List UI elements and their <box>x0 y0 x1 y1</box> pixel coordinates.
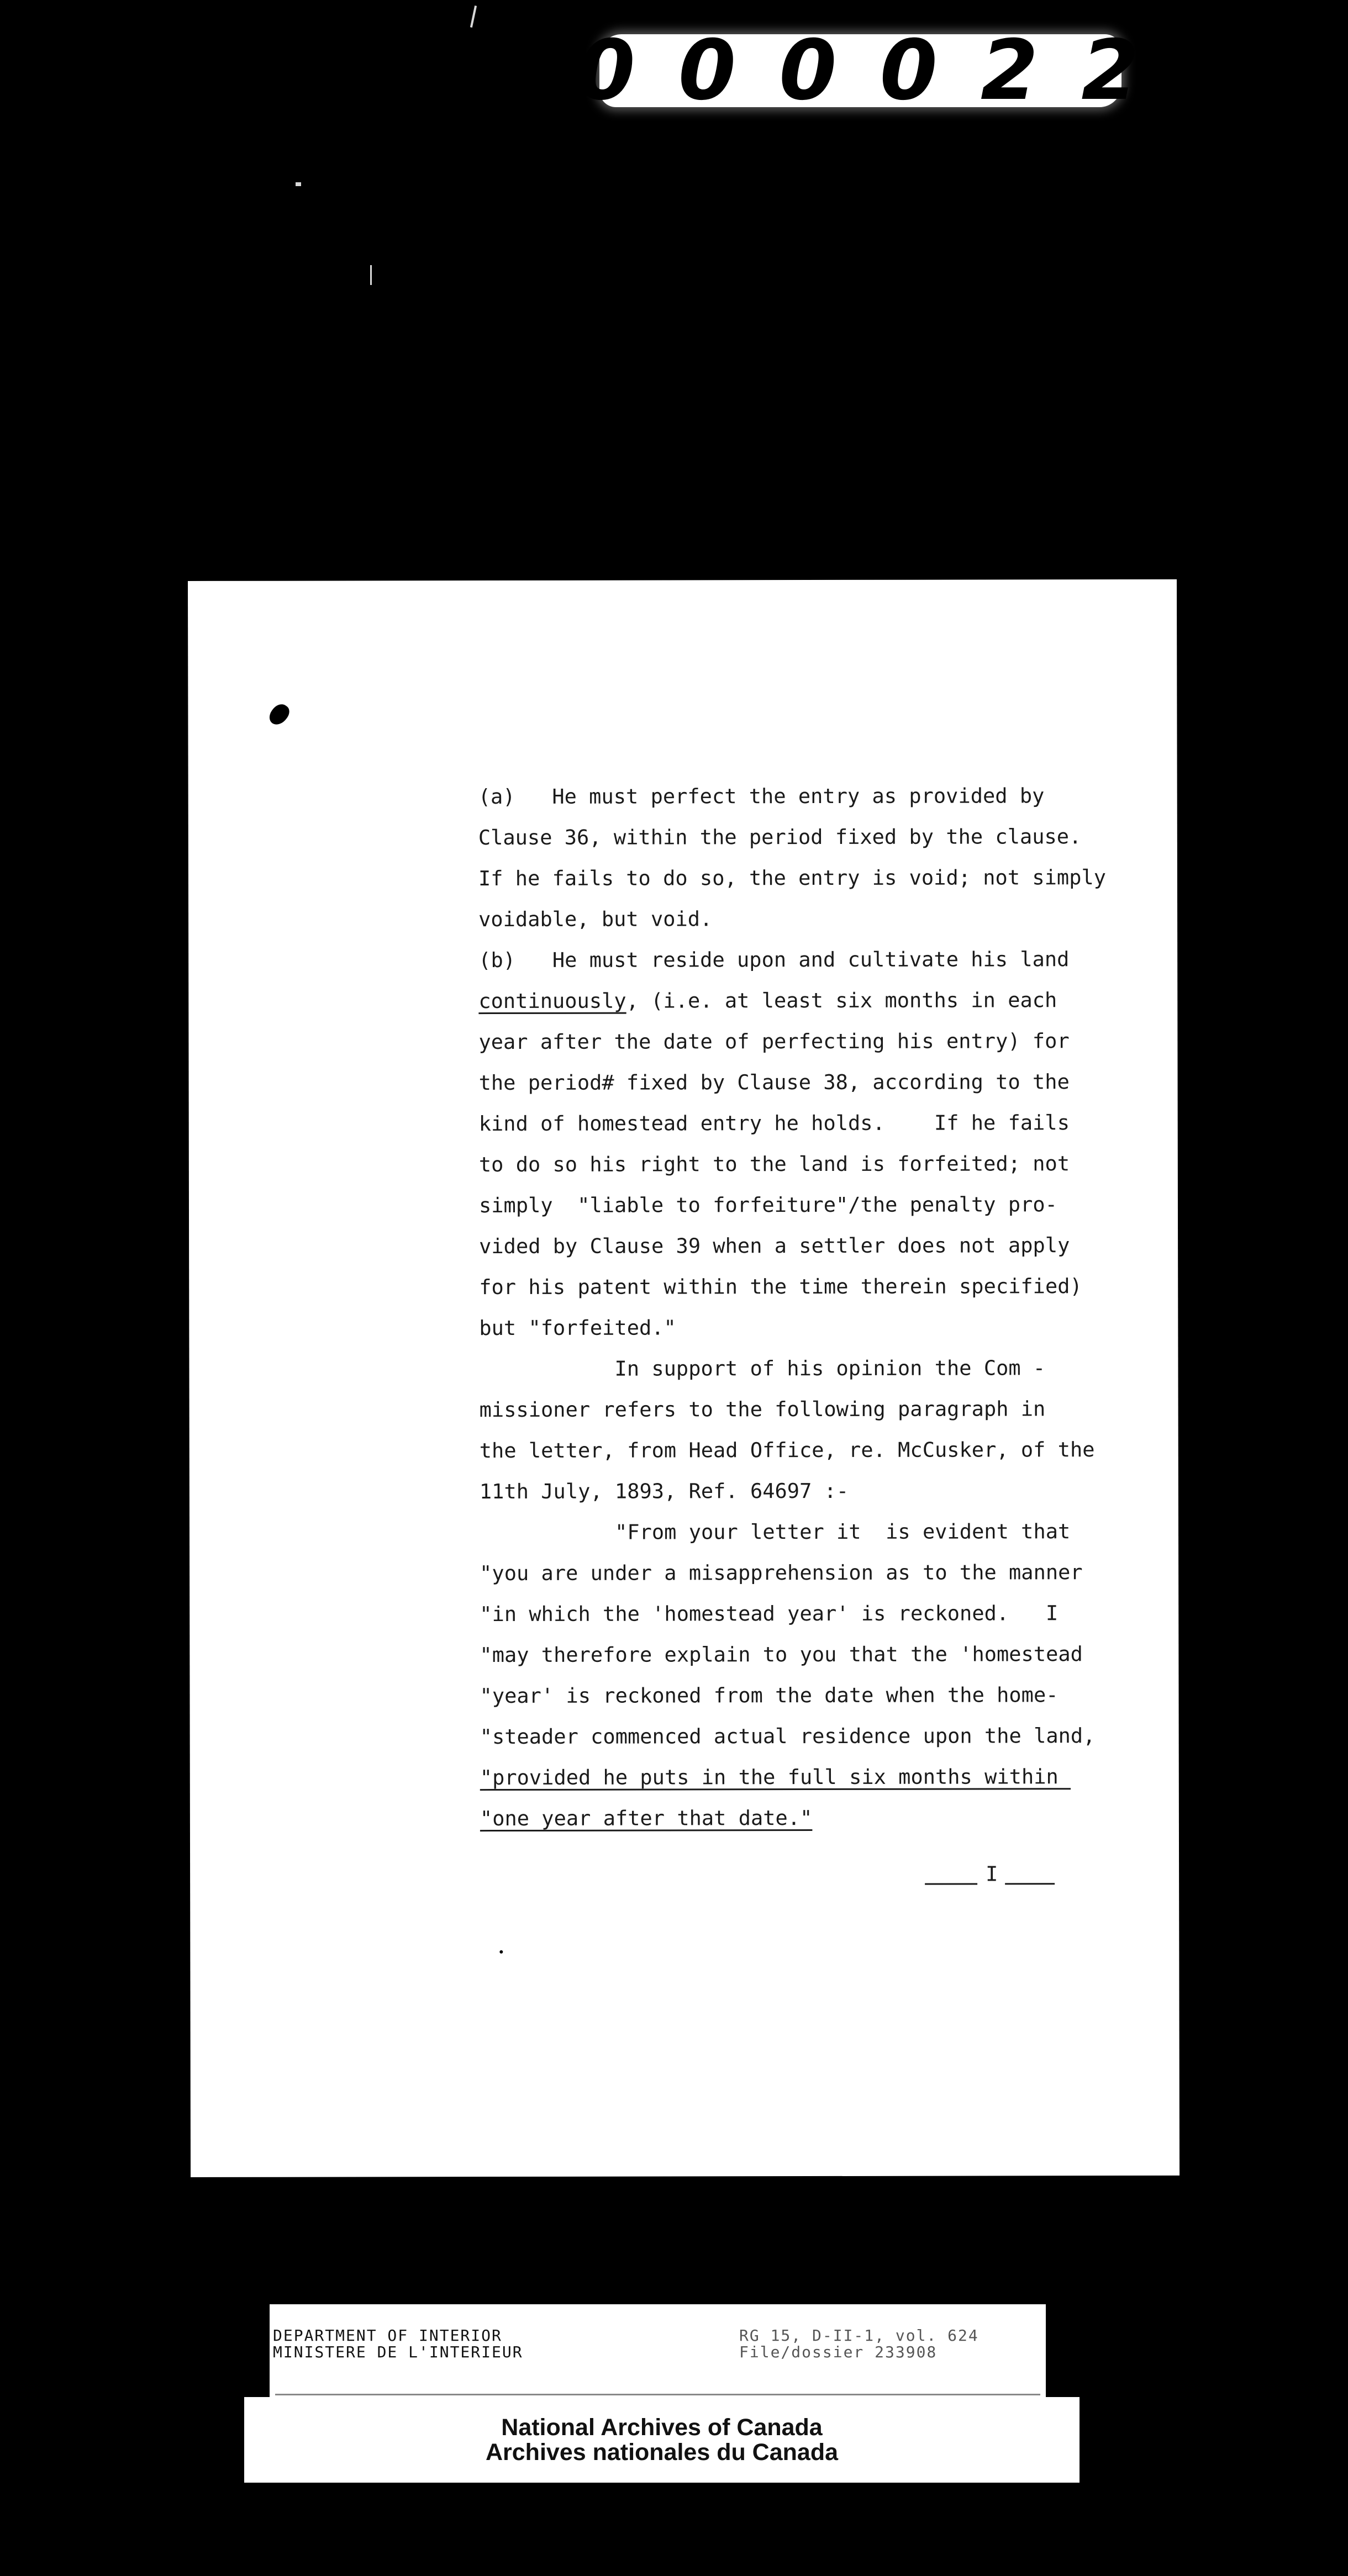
typewritten-body <box>478 775 1138 1839</box>
line-text: "From your letter it is evident that <box>479 1519 1071 1545</box>
line-text: kind of homestead entry he holds. If he fails <box>478 1111 1070 1136</box>
line-text: to do so his right to the land is forfeited; not <box>478 1152 1070 1177</box>
department-block <box>273 2327 523 2361</box>
line-text: "steader commenced actual residence upon the land, <box>480 1724 1096 1749</box>
text-line <box>479 1225 1136 1267</box>
line-text: voidable, but void. <box>478 907 713 932</box>
line-text: simply "liable to forfeiture"/the penalty pro- <box>478 1192 1057 1218</box>
text-line <box>478 775 1136 817</box>
film-mark <box>470 6 477 28</box>
text-line <box>480 1797 1138 1839</box>
line-text: If he fails to do so, the entry is void; not simply <box>478 865 1107 891</box>
text-line <box>478 939 1136 981</box>
archive-name-fr: Archives nationales du Canada <box>485 2438 839 2466</box>
department-en: DEPARTMENT OF INTERIOR <box>273 2326 502 2345</box>
text-line <box>479 1266 1136 1308</box>
text-line <box>479 1184 1136 1226</box>
line-text: for his patent within the time therein specified) <box>479 1274 1082 1300</box>
archive-name-en: National Archives of Canada <box>501 2414 823 2441</box>
film-mark <box>296 182 301 186</box>
frame-number: 000022 <box>577 23 1182 119</box>
line-text: Clause 36, within the period fixed by the clause. <box>478 825 1082 850</box>
ink-blot <box>266 701 292 729</box>
line-text: year after the date of perfecting his entry) for <box>478 1029 1070 1054</box>
line-text: "in which the 'homestead year' is reckoned. I <box>480 1601 1059 1627</box>
line-text: "year' is reckoned from the date when the home- <box>480 1683 1059 1708</box>
text-line <box>480 1511 1137 1553</box>
document-page <box>188 579 1180 2177</box>
text-line <box>479 1348 1136 1390</box>
text-line <box>478 857 1136 899</box>
film-mark <box>370 265 372 285</box>
underlined-text: "one year after that date." <box>480 1806 813 1831</box>
page-number: I <box>986 1862 998 1886</box>
line-text: , (i.e. at least six months in each <box>626 988 1057 1013</box>
page-number-rule-left <box>925 1883 977 1885</box>
line-text: 11th July, 1893, Ref. 64697 :- <box>479 1479 849 1504</box>
text-line <box>479 1307 1136 1349</box>
text-line <box>479 1102 1136 1144</box>
line-text: "may therefore explain to you that the 'homestead <box>480 1642 1083 1667</box>
record-reference-block <box>739 2327 979 2361</box>
line-text: but "forfeited." <box>479 1316 676 1340</box>
file-number: File/dossier 233908 <box>739 2343 938 2361</box>
text-line <box>480 1756 1138 1798</box>
department-fr: MINISTERE DE L'INTERIEUR <box>273 2343 523 2361</box>
text-line <box>478 980 1136 1022</box>
line-text: the period# fixed by Clause 38, according to the <box>478 1070 1070 1095</box>
line-text: (a) He must perfect the entry as provided by <box>478 784 1045 809</box>
text-line <box>478 1021 1136 1063</box>
text-line <box>480 1470 1137 1512</box>
line-text: "you are under a misapprehension as to the manner <box>480 1560 1083 1586</box>
ink-dot <box>499 1950 503 1954</box>
underlined-text: continuously <box>478 989 626 1013</box>
text-line <box>478 816 1136 858</box>
line-text: missioner refers to the following paragraph in <box>479 1397 1046 1422</box>
archive-label <box>244 2397 1080 2483</box>
text-line <box>480 1593 1137 1635</box>
page-number-rule-right <box>1005 1883 1055 1885</box>
record-group: RG 15, D-II-1, vol. 624 <box>739 2326 979 2345</box>
line-text: (b) He must reside upon and cultivate his land <box>478 947 1070 973</box>
line-text: In support of his opinion the Com - <box>479 1356 1046 1381</box>
text-line <box>480 1429 1137 1471</box>
line-text: vided by Clause 39 when a settler does not apply <box>479 1233 1070 1259</box>
underlined-text: "provided he puts in the full six months within <box>480 1765 1071 1790</box>
reference-slip <box>270 2304 1046 2398</box>
text-line <box>480 1715 1138 1757</box>
text-line <box>478 898 1136 940</box>
text-line <box>479 1062 1136 1104</box>
text-line <box>480 1675 1137 1717</box>
frame-number-label <box>577 23 1182 119</box>
slip-rule <box>275 2394 1040 2395</box>
text-line <box>479 1143 1136 1185</box>
text-line <box>480 1552 1137 1594</box>
text-line <box>480 1389 1137 1430</box>
text-line <box>480 1634 1137 1676</box>
line-text: the letter, from Head Office, re. McCusker, of the <box>479 1438 1095 1463</box>
